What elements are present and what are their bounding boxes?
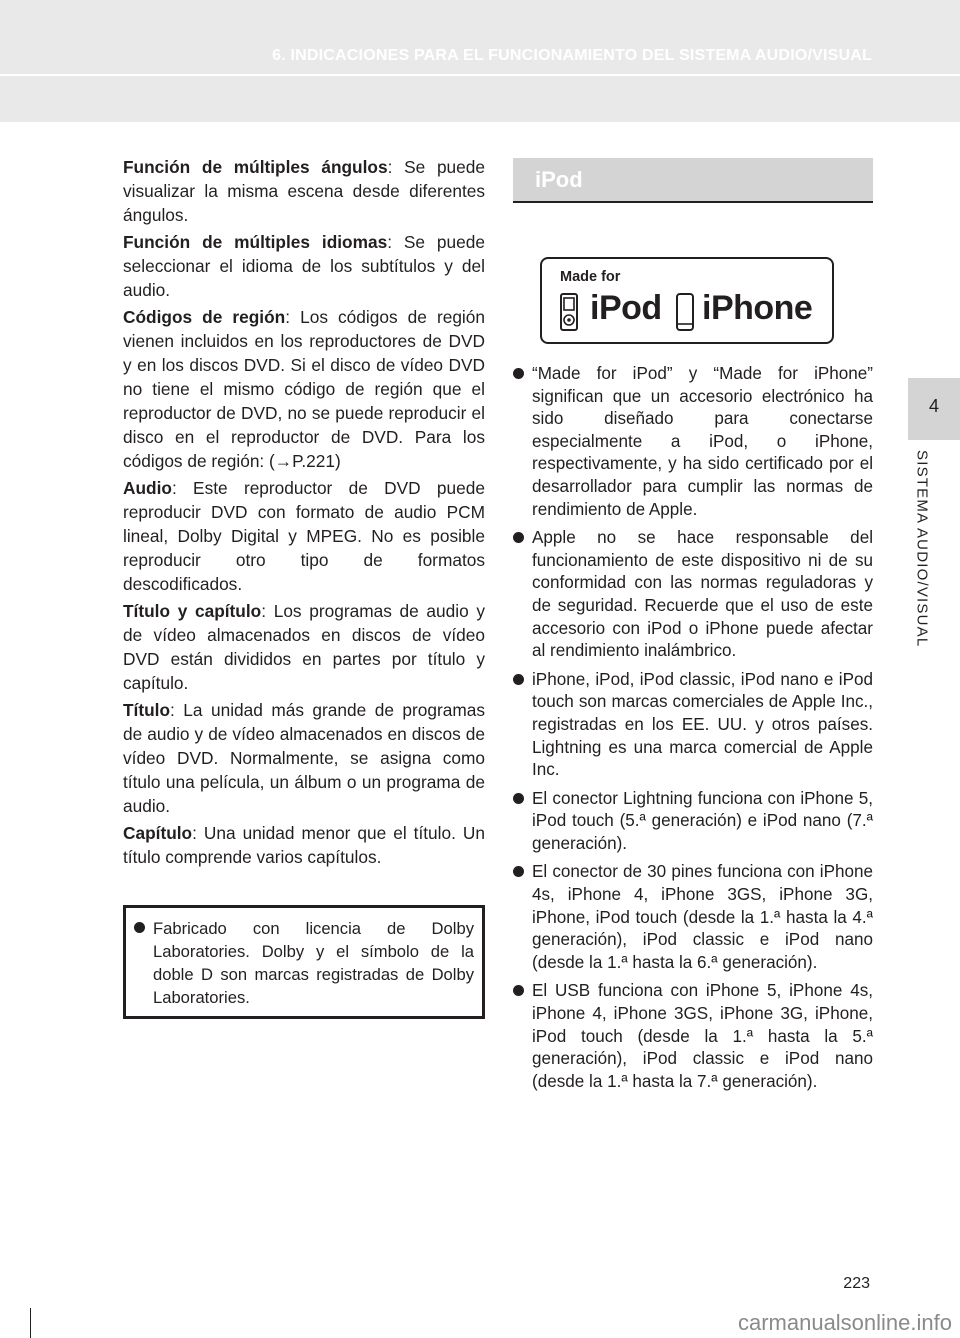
- bullet-icon: [513, 532, 524, 543]
- definition-paragraph: [123, 698, 485, 818]
- running-header: 6. INDICACIONES PARA EL FUNCIONAMIENTO DEL SISTEMA AUDIO/VISUAL: [272, 47, 872, 64]
- iphone-icon: [676, 293, 694, 331]
- header-band: [0, 0, 960, 122]
- list-item: [513, 861, 873, 974]
- section-heading-rule: [513, 201, 873, 203]
- dolby-note-box: [123, 905, 485, 1019]
- definition-paragraph: [123, 155, 485, 227]
- crop-mark-left: [0, 1308, 31, 1338]
- definition-text: : Se puede seleccionar el idioma de los subtítulos y del audio.: [123, 232, 485, 300]
- ipod-notes-list: [513, 363, 873, 1099]
- definition-paragraph: [123, 230, 485, 302]
- definition-term: Códigos de región: [123, 307, 286, 327]
- list-item-text: El USB funciona con iPhone 5, iPhone 4s, iPhone 4, iPhone 3GS, iPhone 3G, iPhone, iPod touch (desde la 1.ª hasta la 5.ª generación), iPod classic e iPod nano (desde la 1.ª hasta la 7.ª generación).: [532, 981, 873, 1091]
- list-item-text: “Made for iPod” y “Made for iPhone” significan que un accesorio electrónico ha sido diseñado para conectarse especialmente a iPod, o iPhone, respectivamente, y ha sido certificado por el desarrollador para cumplir las normas de rendimiento de Apple.: [532, 364, 873, 519]
- bullet-icon: [513, 985, 524, 996]
- badge-made-for-text: Made for: [560, 269, 621, 285]
- section-heading-band: [513, 158, 873, 201]
- bullet-icon: [513, 674, 524, 685]
- list-item: [513, 363, 873, 521]
- definition-text: : Los códigos de región vienen incluidos en los reproductores de DVD y en los discos DVD. Si el disco de vídeo DVD no tiene el mismo código de región que el reproductor de DVD, no se puede reproducir el disco en el reproductor de DVD. Para los códigos de región: (→P.221): [123, 307, 485, 471]
- definition-term: Función de múltiples ángulos: [123, 157, 388, 177]
- definition-text: : Este reproductor de DVD puede reproducir DVD con formato de audio PCM lineal, Dolby Digital y MPEG. No es posible reproducir otro tipo de formatos descodificados.: [123, 478, 485, 594]
- definition-term: Título: [123, 700, 171, 720]
- ipod-icon: [560, 293, 578, 331]
- definition-text: : Los programas de audio y de vídeo almacenados en discos de vídeo DVD están divididos en partes por título y capítulo.: [123, 601, 485, 693]
- list-item-text: El conector de 30 pines funciona con iPhone 4s, iPhone 4, iPhone 3GS, iPhone 3G, iPhone, iPod touch (desde la 1.ª hasta la 4.ª generación), iPod classic e iPod nano (desde la 1.ª hasta la 6.ª generación).: [532, 862, 873, 972]
- page-number: 223: [843, 1275, 870, 1292]
- definition-paragraph: [123, 599, 485, 695]
- bullet-icon: [513, 866, 524, 877]
- definition-term: Audio: [123, 478, 172, 498]
- note-text: Fabricado con licencia de Dolby Laboratories. Dolby y el símbolo de la doble D son marcas registradas de Dolby Laboratories.: [153, 919, 474, 1007]
- list-item: [513, 669, 873, 782]
- chapter-tab: [908, 378, 960, 440]
- made-for-ipod-iphone-badge: [540, 257, 834, 344]
- definition-text: : Una unidad menor que el título. Un título comprende varios capítulos.: [123, 823, 485, 867]
- definition-paragraph: [123, 305, 485, 473]
- watermark: carmanualsonline.info: [728, 1308, 960, 1338]
- definition-text: : La unidad más grande de programas de audio y de vídeo almacenados en discos de vídeo DVD. Normalmente, se asigna como título una película, un álbum o un programa de audio.: [123, 700, 485, 816]
- list-item-text: El conector Lightning funciona con iPhone 5, iPod touch (5.ª generación) e iPod nano (7.ª generación).: [532, 788, 873, 853]
- list-item-text: iPhone, iPod, iPod classic, iPod nano e iPod touch son marcas comerciales de Apple Inc., registradas en los EE. UU. y otros países. Lightning es una marca comercial de Apple Inc.: [532, 669, 873, 780]
- chapter-number: 4: [928, 396, 939, 416]
- list-item: [513, 788, 873, 856]
- list-item-text: Apple no se hace responsable del funcionamiento de este dispositivo ni de su conformidad con las normas reguladoras y de seguridad. Recuerde que el uso de este accesorio con iPod o iPhone puede afectar al rendimiento inalámbrico.: [532, 528, 873, 661]
- left-column: [123, 155, 485, 872]
- definition-term: Función de múltiples idiomas: [123, 232, 388, 252]
- definition-paragraph: [123, 821, 485, 869]
- chapter-title: SISTEMA AUDIO/VISUAL: [913, 450, 931, 648]
- note-item: [134, 917, 474, 1009]
- bullet-icon: [134, 922, 145, 933]
- badge-ipod-text: iPod: [590, 289, 662, 327]
- bullet-icon: [513, 368, 524, 379]
- definition-text: : Se puede visualizar la misma escena desde diferentes ángulos.: [123, 157, 485, 225]
- section-title: iPod: [535, 167, 583, 192]
- header-divider: [0, 74, 960, 76]
- definition-term: Capítulo: [123, 823, 193, 843]
- list-item: [513, 980, 873, 1093]
- chapter-side-label: [902, 450, 942, 680]
- note-list: [134, 917, 474, 1015]
- list-item: [513, 527, 873, 663]
- definition-term: Título y capítulo: [123, 601, 262, 621]
- badge-iphone-text: iPhone: [702, 289, 813, 327]
- definition-paragraph: [123, 476, 485, 596]
- bullet-icon: [513, 793, 524, 804]
